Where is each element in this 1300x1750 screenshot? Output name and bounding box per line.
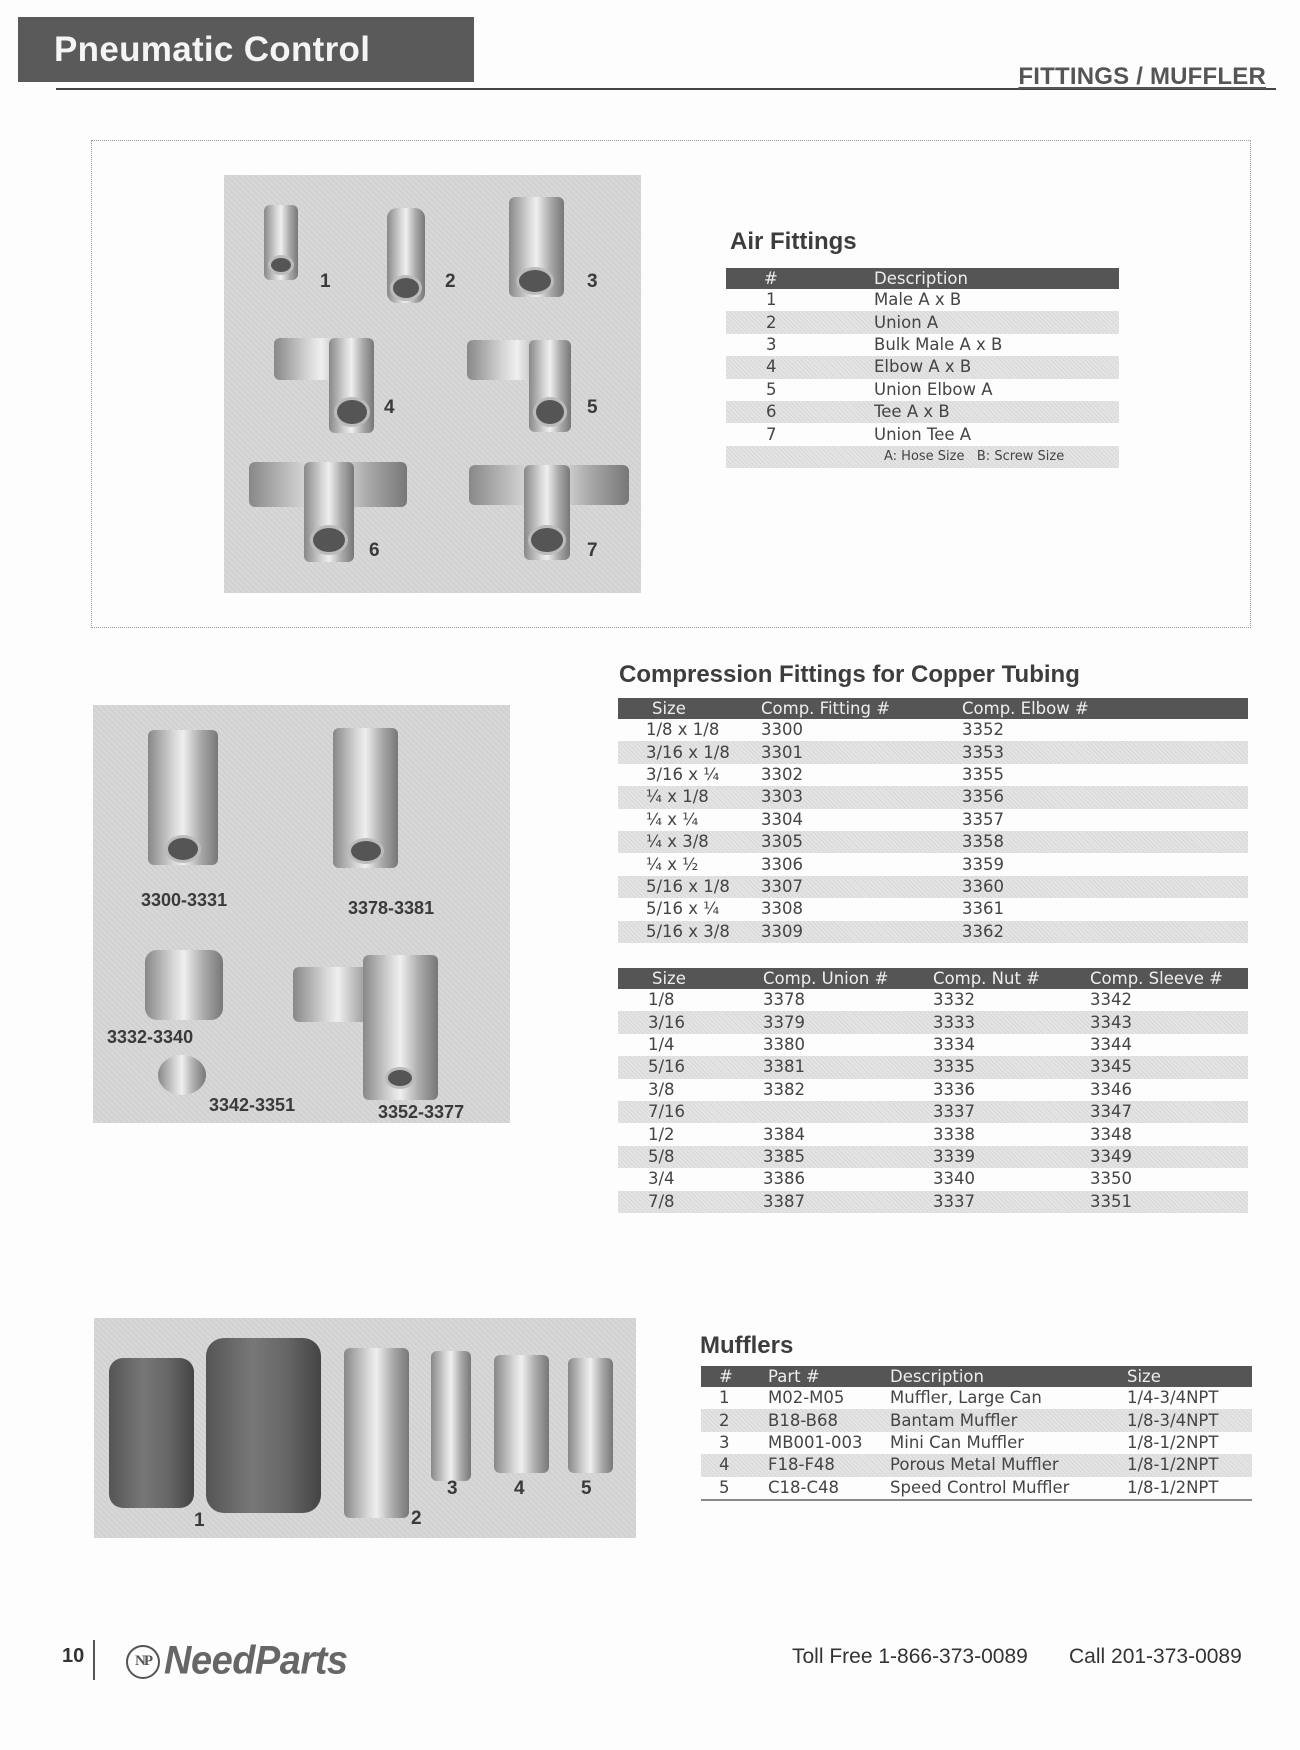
- cell-part: M02-M05: [768, 1388, 845, 1408]
- fitting-opening: [268, 255, 294, 275]
- col-comp-union: Comp. Union #: [763, 968, 933, 989]
- cell-description: Union Tee A: [874, 424, 972, 444]
- photo-label: 3332-3340: [107, 1027, 194, 1047]
- table-row: [618, 1011, 1248, 1033]
- photo-label: 5: [581, 1478, 592, 1499]
- cell-number: 3: [766, 334, 777, 354]
- cell-size: 7/16: [618, 1101, 763, 1123]
- cell-size: 3/16: [618, 1011, 763, 1033]
- cell-comp-elbow: 3358: [962, 831, 1248, 853]
- photo-label: 1: [194, 1510, 205, 1531]
- cell-comp-fitting: 3308: [761, 899, 803, 919]
- cell-comp-sleeve: 3343: [1090, 1011, 1248, 1033]
- cell-size: 3/16 x 1/8: [618, 741, 761, 763]
- cell-size: 1/8-1/2NPT: [1127, 1477, 1219, 1497]
- photo-label: 1: [320, 271, 331, 292]
- cell-number: 1: [719, 1388, 730, 1408]
- toll-free-number: Toll Free 1-866-373-0089: [792, 1645, 1028, 1668]
- col-part: Part #: [768, 1366, 890, 1387]
- cell-comp-fitting: 3307: [761, 876, 962, 898]
- cell-size: 1/2: [648, 1124, 675, 1144]
- cell-size: 1/8 x 1/8: [646, 720, 720, 740]
- cell-comp-fitting: 3304: [761, 809, 803, 829]
- table-row: [726, 311, 1119, 333]
- cell-comp-nut: 3337: [933, 1191, 1090, 1213]
- cell-comp-union: 3387: [763, 1191, 933, 1213]
- fitting-opening: [533, 397, 567, 427]
- cell-size: 3/4: [648, 1169, 675, 1189]
- photo-label: 4: [384, 397, 395, 418]
- cell-size: 3/8: [648, 1079, 675, 1099]
- table-header: [618, 698, 1248, 719]
- cell-part: F18-F48: [768, 1454, 890, 1476]
- cell-size: ¼ x 1/8: [618, 786, 761, 808]
- col-comp-nut: Comp. Nut #: [933, 968, 1090, 989]
- cell-comp-nut: 3338: [933, 1124, 975, 1144]
- cell-comp-fitting: 3305: [761, 831, 962, 853]
- cell-comp-elbow: 3361: [962, 899, 1004, 919]
- mufflers-table: [701, 1366, 1252, 1501]
- cell-comp-elbow: 3355: [962, 764, 1004, 784]
- cell-comp-sleeve: 3348: [1090, 1124, 1132, 1144]
- table-row: [618, 876, 1248, 898]
- cell-comp-nut: 3333: [933, 1011, 1090, 1033]
- logo-text: NeedParts: [164, 1638, 348, 1684]
- air-fittings-table: [726, 268, 1119, 468]
- cell-size: 5/16: [618, 1056, 763, 1078]
- cell-description: Union A: [874, 311, 1119, 333]
- cell-number: 1: [766, 290, 777, 310]
- cell-comp-elbow: 3360: [962, 876, 1248, 898]
- mufflers-title: Mufflers: [700, 1332, 794, 1359]
- table-header: [701, 1366, 1252, 1387]
- cell-comp-fitting: 3309: [761, 921, 962, 943]
- cell-comp-elbow: 3356: [962, 786, 1248, 808]
- cell-comp-fitting: 3302: [761, 764, 803, 784]
- cell-comp-fitting: 3300: [761, 720, 803, 740]
- needparts-logo: [126, 1640, 347, 1683]
- compression-union-table: [618, 968, 1248, 1213]
- cell-comp-nut: 3335: [933, 1056, 1090, 1078]
- cell-comp-sleeve: 3350: [1090, 1169, 1132, 1189]
- cell-comp-nut: 3337: [933, 1101, 1090, 1123]
- cell-comp-union: 3378: [763, 990, 805, 1010]
- col-comp-fitting: Comp. Fitting #: [761, 698, 962, 719]
- photo-label: 6: [369, 540, 380, 561]
- cell-comp-elbow: 3359: [962, 854, 1004, 874]
- compression-fittings-photo: [93, 705, 510, 1123]
- photo-label: 5: [587, 397, 598, 418]
- muffler-porous-metal: [494, 1355, 549, 1473]
- mufflers-photo: [94, 1318, 636, 1538]
- call-number: Call 201-373-0089: [1069, 1645, 1242, 1668]
- cell-size: 1/4-3/4NPT: [1127, 1388, 1219, 1408]
- cell-size: 7/8: [618, 1191, 763, 1213]
- table-header: [726, 268, 1119, 289]
- cell-comp-union: 3386: [763, 1169, 805, 1189]
- col-number: #: [701, 1366, 768, 1387]
- cell-number: 5: [766, 379, 777, 399]
- muffler-speed-control: [568, 1358, 613, 1473]
- brand-title: Pneumatic Control: [54, 29, 371, 69]
- table-note-row: [726, 446, 1119, 468]
- table-row: [618, 719, 1248, 741]
- table-row: [726, 356, 1119, 378]
- table-row: [726, 401, 1119, 423]
- cell-number: 3: [719, 1432, 730, 1452]
- table-row: [618, 1056, 1248, 1078]
- cell-comp-sleeve: 3351: [1090, 1191, 1248, 1213]
- table-row: [618, 741, 1248, 763]
- cell-description: Union Elbow A: [874, 379, 993, 399]
- fitting-opening: [528, 525, 566, 555]
- table-row: [618, 898, 1248, 920]
- table-row: [618, 1168, 1248, 1190]
- photo-label: 3300-3331: [141, 890, 228, 910]
- cell-comp-union: 3385: [763, 1146, 933, 1168]
- cell-comp-elbow: 3353: [962, 741, 1248, 763]
- cell-empty: [726, 446, 874, 468]
- fitting-opening: [516, 267, 554, 295]
- cell-number: 6: [726, 401, 874, 423]
- col-number: #: [726, 268, 874, 289]
- cell-size: ¼ x 3/8: [618, 831, 761, 853]
- photo-label: 2: [411, 1508, 422, 1529]
- cell-description: Mini Can Muffler: [890, 1432, 1025, 1452]
- cell-comp-nut: 3334: [933, 1034, 975, 1054]
- cell-size: 1/8-1/2NPT: [1127, 1454, 1252, 1476]
- table-row: [701, 1432, 1252, 1454]
- cell-comp-nut: 3340: [933, 1169, 975, 1189]
- cell-comp-nut: 3332: [933, 990, 975, 1010]
- cell-comp-sleeve: 3349: [1090, 1146, 1248, 1168]
- page-number-divider: [93, 1640, 95, 1680]
- cell-size: 3/16 x ¼: [646, 764, 720, 784]
- page-number: 10: [62, 1645, 85, 1667]
- brand-banner: [18, 17, 474, 82]
- muffler-mini-can: [431, 1351, 471, 1481]
- cell-size: 1/8-1/2NPT: [1127, 1432, 1219, 1452]
- cell-size: 5/16 x 1/8: [618, 876, 761, 898]
- table-row: [618, 809, 1248, 831]
- cell-description: Speed Control Muffler: [890, 1477, 1070, 1497]
- cell-part: MB001-003: [768, 1432, 863, 1452]
- cell-part: B18-B68: [768, 1409, 890, 1431]
- cell-comp-union: 3380: [763, 1034, 805, 1054]
- col-comp-sleeve: Comp. Sleeve #: [1090, 968, 1248, 989]
- cell-description: Muffler, Large Can: [890, 1388, 1042, 1408]
- col-comp-elbow: Comp. Elbow #: [962, 698, 1248, 719]
- fitting-opening: [334, 397, 370, 427]
- table-row: [618, 1191, 1248, 1213]
- cell-comp-elbow: 3352: [962, 720, 1004, 740]
- cell-size: 5/16 x 3/8: [618, 921, 761, 943]
- cell-size: ¼ x ¼: [646, 809, 699, 829]
- photo-label: 3352-3377: [378, 1102, 465, 1122]
- cell-comp-sleeve: 3345: [1090, 1056, 1248, 1078]
- np-logo-icon: NP: [126, 1645, 160, 1679]
- cell-comp-elbow: 3357: [962, 809, 1004, 829]
- cell-description: Tee A x B: [874, 401, 1119, 423]
- cell-number: 4: [726, 356, 874, 378]
- fitting-opening: [390, 275, 422, 301]
- cell-comp-union: 3379: [763, 1011, 933, 1033]
- cell-size: 5/16 x ¼: [646, 899, 720, 919]
- cell-number: 2: [726, 311, 874, 333]
- cell-comp-sleeve: 3342: [1090, 990, 1132, 1010]
- cell-description: Bantam Muffler: [890, 1409, 1127, 1431]
- cell-size: 1/8: [648, 990, 675, 1010]
- table-row: [618, 786, 1248, 808]
- table-row: [618, 853, 1248, 875]
- photo-label: 3378-3381: [348, 898, 435, 918]
- col-size: Size: [1127, 1366, 1252, 1387]
- table-row: [701, 1477, 1252, 1500]
- photo-label: 2: [445, 271, 456, 292]
- comp-nut-part: [145, 950, 223, 1020]
- cell-comp-union: 3384: [763, 1124, 805, 1144]
- muffler-large-can-big: [206, 1338, 321, 1513]
- photo-label: 7: [587, 540, 598, 561]
- cell-comp-fitting: 3306: [761, 854, 803, 874]
- table-header: [618, 968, 1248, 989]
- table-row: [618, 831, 1248, 853]
- air-fittings-photo: [224, 175, 641, 593]
- table-row: [618, 1079, 1248, 1101]
- compression-title: Compression Fittings for Copper Tubing: [619, 661, 1080, 688]
- cell-size: 5/8: [618, 1146, 763, 1168]
- cell-comp-sleeve: 3347: [1090, 1101, 1248, 1123]
- table-row: [701, 1409, 1252, 1431]
- table-row: [726, 289, 1119, 311]
- cell-size: 1/8-3/4NPT: [1127, 1409, 1252, 1431]
- table-row: [618, 1034, 1248, 1056]
- table-row: [726, 334, 1119, 356]
- comp-sleeve-part: [158, 1055, 206, 1095]
- fitting-opening: [348, 838, 384, 864]
- cell-comp-union: [763, 1101, 933, 1123]
- cell-size: 1/4: [648, 1034, 675, 1054]
- table-row: [701, 1387, 1252, 1409]
- cell-number: 5: [719, 1477, 730, 1497]
- muffler-large-can-small: [109, 1358, 194, 1508]
- fitting-opening: [310, 525, 348, 555]
- col-size: Size: [618, 698, 761, 719]
- table-row: [618, 1123, 1248, 1145]
- cell-comp-fitting: 3301: [761, 741, 962, 763]
- cell-number: 2: [701, 1409, 768, 1431]
- cell-description: Elbow A x B: [874, 356, 1119, 378]
- photo-label: 4: [514, 1478, 525, 1499]
- air-fittings-title: Air Fittings: [730, 228, 857, 255]
- cell-comp-sleeve: 3346: [1090, 1079, 1132, 1099]
- col-description: Description: [874, 268, 1119, 289]
- photo-label: 3: [447, 1478, 458, 1499]
- cell-comp-sleeve: 3344: [1090, 1034, 1132, 1054]
- fitting-opening: [385, 1067, 415, 1089]
- table-row: [701, 1454, 1252, 1476]
- table-row: [618, 921, 1248, 943]
- cell-comp-fitting: 3303: [761, 786, 962, 808]
- table-row: [726, 423, 1119, 445]
- cell-description: Bulk Male A x B: [874, 334, 1003, 354]
- compression-fittings-table: [618, 698, 1248, 943]
- cell-comp-nut: 3339: [933, 1146, 1090, 1168]
- photo-label: 3: [587, 271, 598, 292]
- cell-number: 7: [766, 424, 777, 444]
- table-row: [618, 764, 1248, 786]
- table-row: [726, 379, 1119, 401]
- col-size: Size: [618, 968, 763, 989]
- cell-size: ¼ x ½: [646, 854, 699, 874]
- col-description: Description: [890, 1366, 1127, 1387]
- table-row: [618, 1101, 1248, 1123]
- cell-number: 4: [701, 1454, 768, 1476]
- cell-comp-union: 3381: [763, 1056, 933, 1078]
- table-row: [618, 1146, 1248, 1168]
- cell-comp-nut: 3336: [933, 1079, 975, 1099]
- table-row: [618, 989, 1248, 1011]
- size-note: A: Hose Size B: Screw Size: [874, 446, 1119, 468]
- section-title: FITTINGS / MUFFLER: [1018, 63, 1266, 90]
- fitting-opening: [165, 835, 201, 863]
- photo-label: 3342-3351: [209, 1095, 296, 1115]
- cell-description: Porous Metal Muffler: [890, 1454, 1127, 1476]
- muffler-bantam: [344, 1348, 409, 1518]
- cell-comp-union: 3382: [763, 1079, 805, 1099]
- cell-description: Male A x B: [874, 290, 962, 310]
- cell-part: C18-C48: [768, 1477, 839, 1497]
- cell-comp-elbow: 3362: [962, 921, 1248, 943]
